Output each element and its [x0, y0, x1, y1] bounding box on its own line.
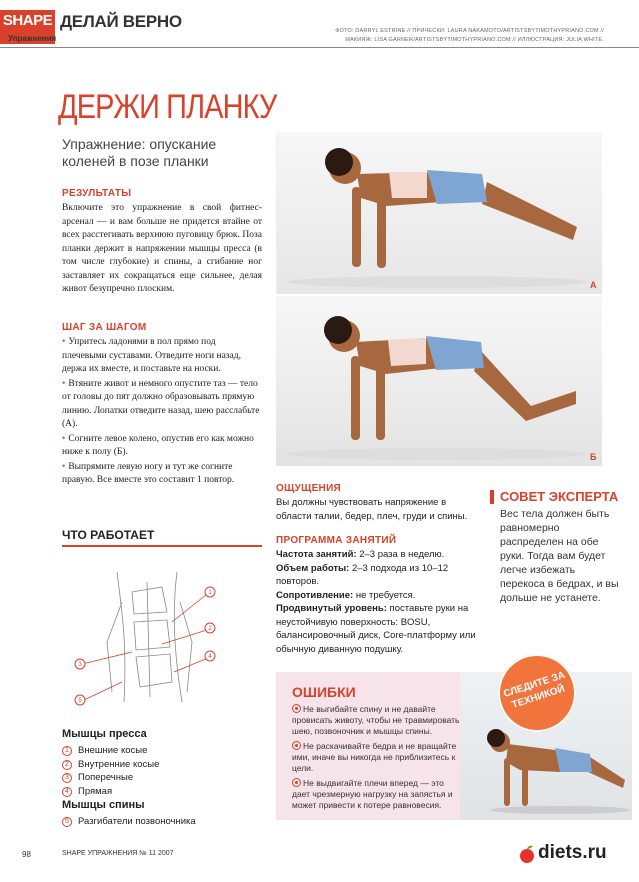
bullet-icon: •: [62, 461, 66, 472]
header-divider: [0, 47, 639, 48]
mistakes-heading: ОШИБКИ: [292, 684, 356, 700]
photo-label-a: А: [590, 280, 597, 290]
program-heading: ПРОГРАММА ЗАНЯТИЙ: [276, 535, 397, 546]
steps-list: [62, 336, 262, 489]
step-item: • Втяните живот и немного опустите таз — тело от головы до пят должно образовывать прямую линию. Лопатки отведите назад, шею расслабьте (А).: [62, 378, 260, 429]
back-heading: Мышцы спины: [62, 799, 145, 811]
muscle-item: 5 Разгибатели позвоночника: [62, 815, 196, 829]
photo-credits: ФОТО: DARRYL ESTRINE // ПРИЧЕСКИ: LAURA NAKAMOTO/ARTISTSBYTIMOTHYPRIANO.COM //: [335, 28, 604, 34]
bullet-icon: •: [62, 378, 66, 389]
diagram-label: 2: [208, 626, 212, 632]
works-divider: [62, 545, 262, 547]
watermark-site[interactable]: diets.ru: [538, 842, 607, 863]
section-title: ДЕЛАЙ ВЕРНО: [60, 12, 182, 31]
plank-photo-a: [276, 132, 602, 294]
bullet-icon: [292, 778, 301, 787]
diagram-label: 1: [208, 590, 212, 596]
tip-text: Вес тела должен быть равномерно распределен на обе руки. Тогда вам будет легче избежать перекоса в бедрах, и вы дольше не устанете.: [500, 508, 619, 604]
program-row: Продвинутый уровень: поставьте руки на неустойчивую поверхность: BOSU, балансировочный диск, Core-платформу или обычную диванную подушку.: [276, 603, 476, 655]
page-number: 98: [22, 850, 31, 859]
step-item: • Упритесь ладонями в пол прямо под плечевыми суставами. Отведите ноги назад, держа их вместе, и поставьте на носки.: [62, 337, 241, 374]
results-text: Включите это упражнение в свой фитнес-арсенал — и вам больше не придется втайне от всех расстегивать верхнюю пуговицу брюк. Поза планки держит в напряжении мышцы пресса (в том числе глубокие) и спины, а сгибание ног заставляет их сокращаться еще сильнее, делая живот безупречно плоским.: [62, 203, 262, 294]
program-row: Сопротивление: не требуется.: [276, 589, 416, 601]
mistake-item: Не раскачивайте бедра и не вращайте ими, иначе вы никогда не приблизитесь к цели.: [292, 741, 457, 773]
bullet-icon: •: [62, 337, 66, 347]
step-item: • Согните левое колено, опустив его как можно ниже к полу (Б).: [62, 433, 254, 457]
mistake-item: Не выдвигайте плечи вперед — это дает чрезмерную нагрузку на запястья и может привести к потере равновесия.: [292, 778, 453, 810]
results-heading: РЕЗУЛЬТАТЫ: [62, 188, 132, 199]
page-subtitle: Упражнение: опускание коленей в позе планки: [62, 136, 217, 169]
apple-icon: [518, 844, 536, 864]
mistake-item: Не выгибайте спину и не давайте провисать животу, чтобы не травмировать шею, позвоночник и мышцы спины.: [292, 704, 460, 736]
muscle-item: 1 Внешние косые: [62, 744, 159, 758]
back-muscle-list: [62, 815, 196, 829]
mistakes-list: [292, 704, 462, 815]
step-item: • Выпрямите левую ногу и тут же согните правую. Все вместе это составит 1 повтор.: [62, 461, 235, 485]
feel-text: Вы должны чувствовать напряжение в области талии, бедер, плеч, груди и спины.: [276, 497, 468, 522]
tip-heading: СОВЕТ ЭКСПЕРТА: [500, 489, 619, 504]
muscle-item: 2 Внутренние косые: [62, 758, 159, 772]
program-row: Объем работы: 2–3 подхода из 10–12 повторов.: [276, 562, 449, 587]
technique-sticker: СЛЕДИТЕ ЗА ТЕХНИКОЙ: [488, 644, 586, 742]
photo-label-b: Б: [590, 452, 597, 462]
bullet-icon: [292, 704, 301, 713]
plank-photo-b: [276, 296, 602, 466]
makeup-credits: МАКИЯЖ: LISA GARNER/ARTISTSBYTIMOTHYPRIANO.COM // ИЛЛЮСТРАЦИЯ: JULIA WHITE.: [345, 37, 604, 43]
diagram-label: 3: [78, 662, 82, 668]
anatomy-illustration: [62, 552, 262, 722]
diagram-label: 5: [78, 698, 82, 704]
bullet-icon: [292, 741, 301, 750]
feel-heading: ОЩУЩЕНИЯ: [276, 483, 342, 494]
abs-heading: Мышцы пресса: [62, 728, 147, 740]
page-title: ДЕРЖИ ПЛАНКУ: [58, 88, 277, 126]
brand-subtitle: Упражнения: [8, 34, 57, 43]
tip-accent-bar: [490, 490, 494, 504]
steps-heading: ШАГ ЗА ШАГОМ: [62, 322, 147, 333]
works-heading: ЧТО РАБОТАЕТ: [62, 528, 155, 542]
magazine-footer: SHAPE УПРАЖНЕНИЯ № 11 2007: [62, 850, 174, 857]
abs-muscle-list: [62, 744, 159, 798]
program-list: [276, 548, 476, 656]
bullet-icon: •: [62, 433, 66, 444]
muscle-item: 4 Прямая: [62, 785, 159, 799]
muscle-item: 3 Поперечные: [62, 771, 159, 785]
diagram-label: 4: [208, 654, 212, 660]
brand-logo: SHAPE: [0, 10, 55, 44]
program-row: Частота занятий: 2–3 раза в неделю.: [276, 549, 445, 560]
